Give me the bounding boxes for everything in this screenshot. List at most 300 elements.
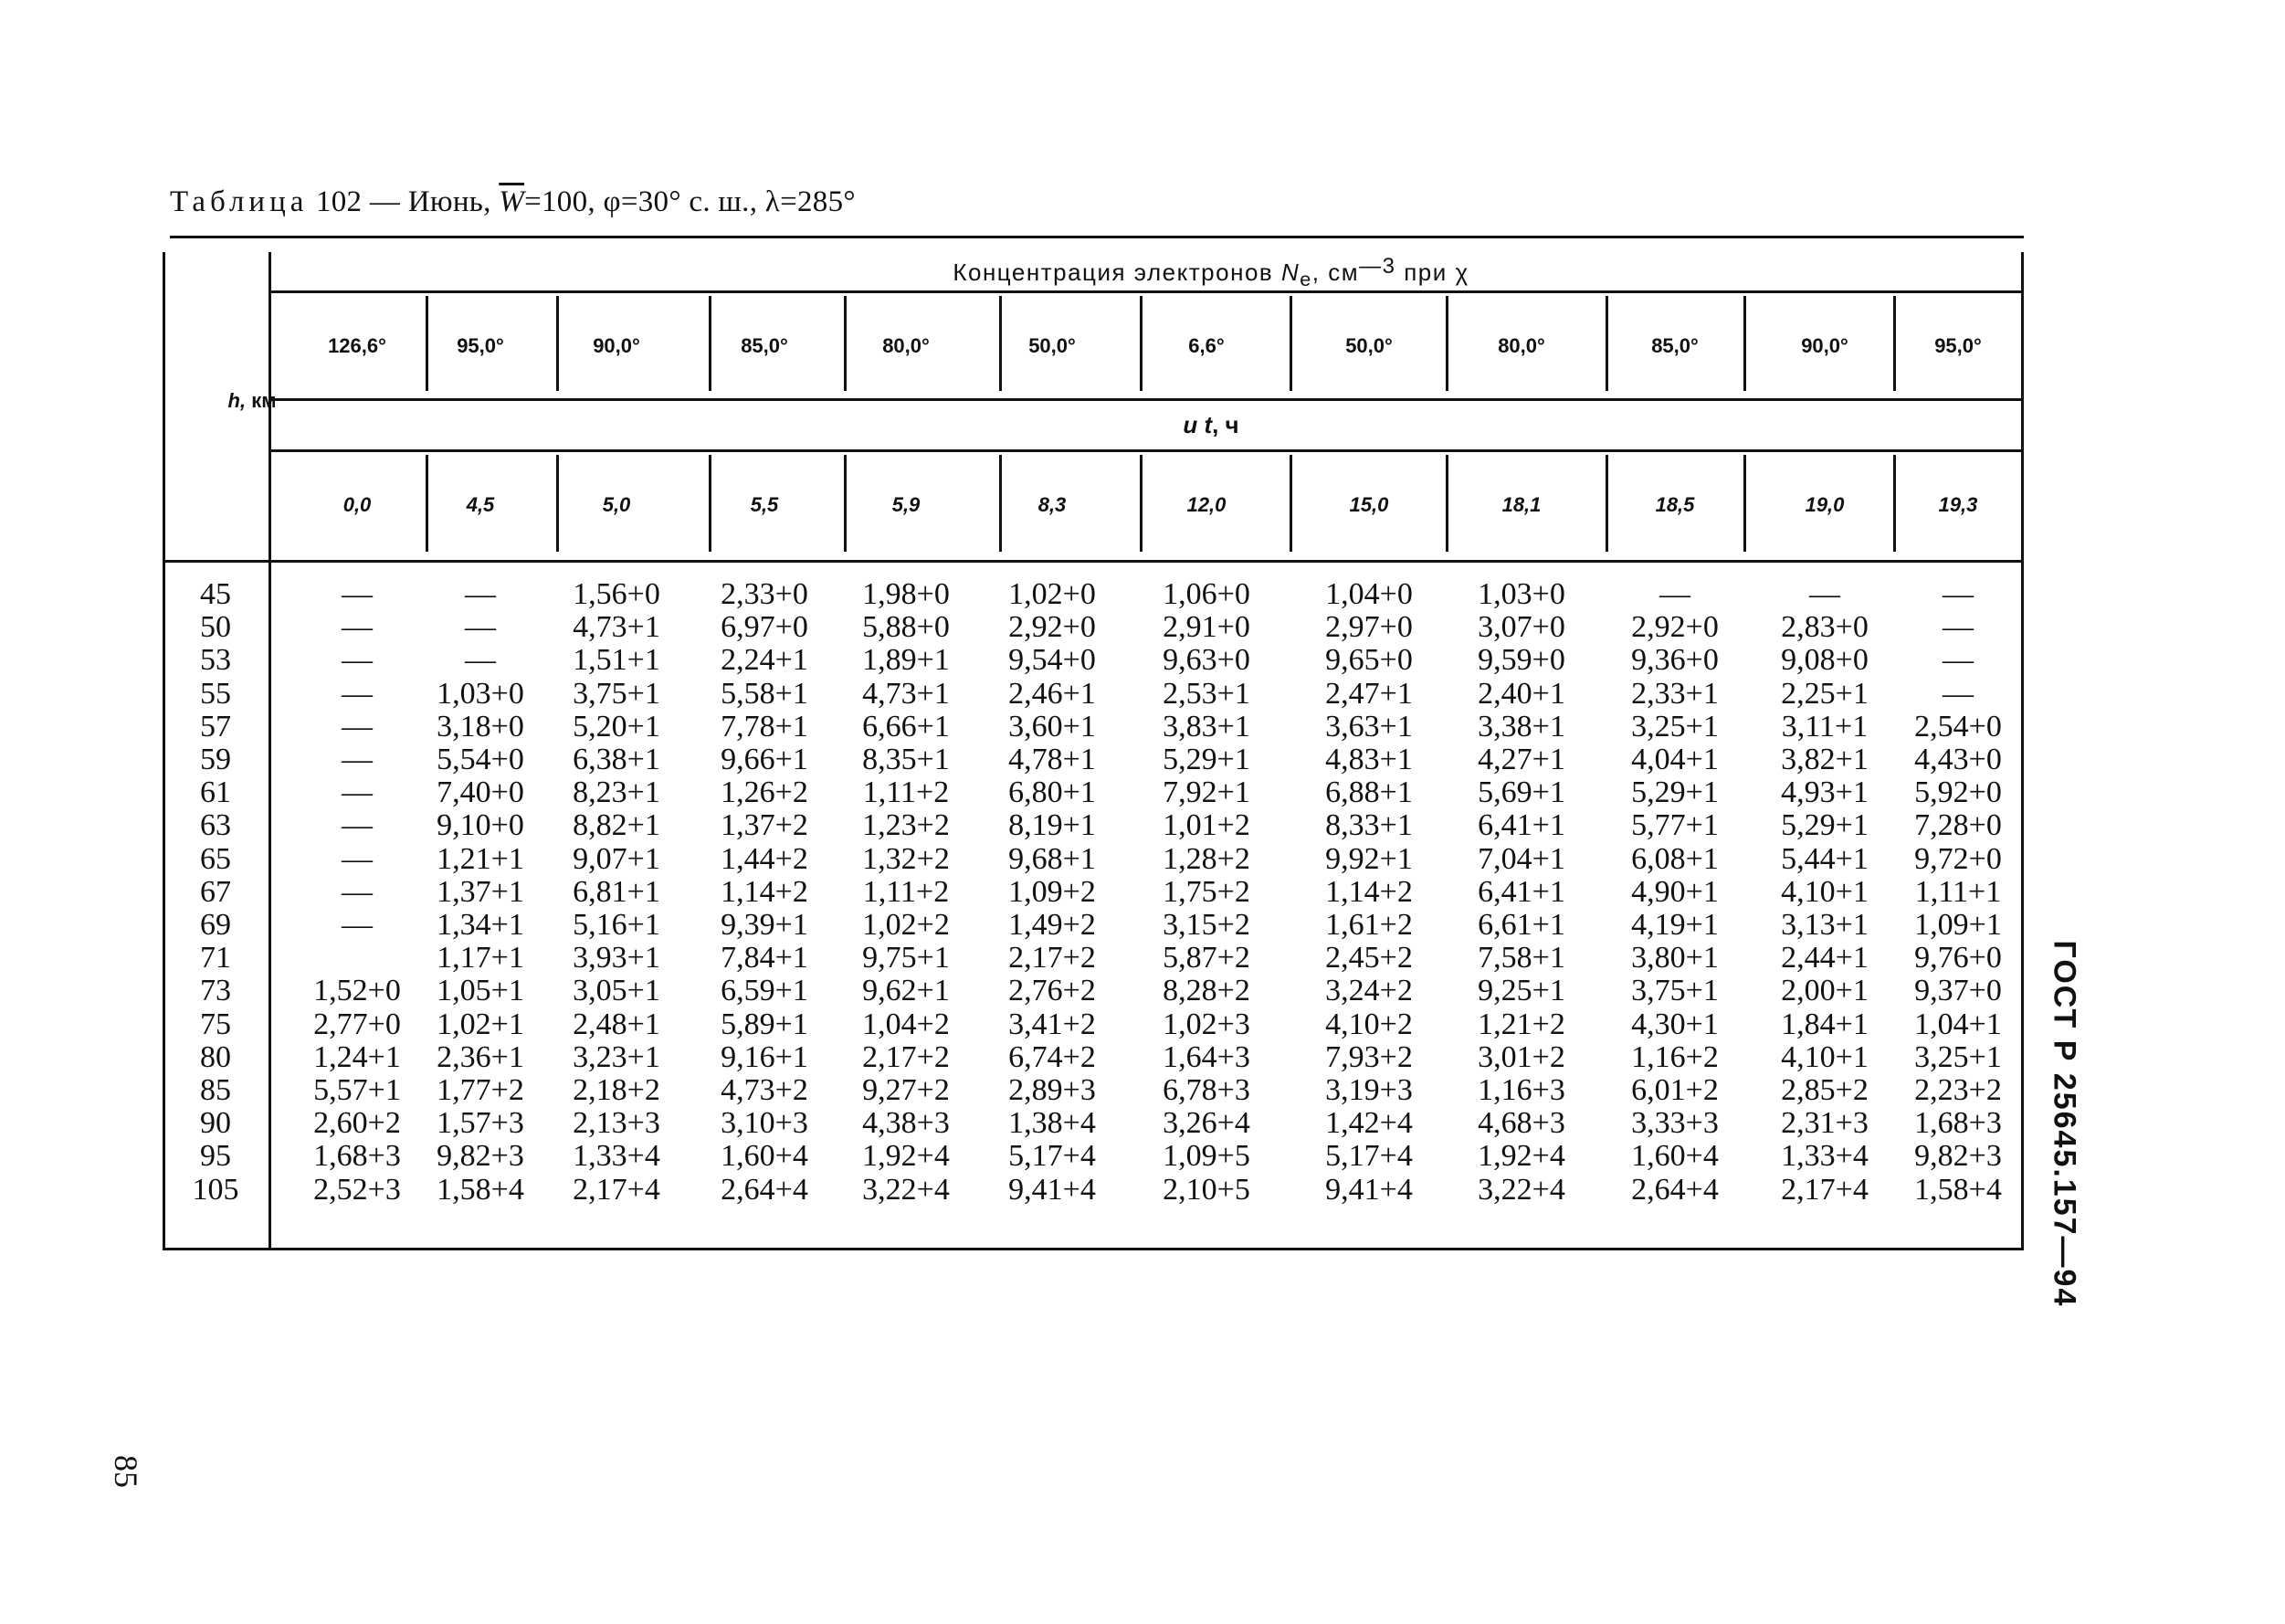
table-cell: 1,51+1	[573, 643, 660, 678]
table-cell: 1,24+1	[313, 1039, 401, 1074]
table-cell: 2,46+1	[1008, 676, 1096, 711]
table-cell: —	[342, 709, 373, 743]
t-header-cell: 15,0	[1349, 493, 1389, 516]
table-cell: 3,05+1	[573, 974, 660, 1008]
table-cell: 4,68+3	[1478, 1106, 1565, 1141]
chi-header-cell: 6,6°	[1188, 334, 1225, 357]
table-cell: 1,37+1	[437, 874, 524, 909]
table-cell: 2,10+5	[1163, 1172, 1250, 1207]
table-cell: 4,10+1	[1781, 1039, 1869, 1074]
h-value: 55	[200, 676, 231, 711]
table-cell: —	[342, 808, 373, 843]
table-cell: 9,39+1	[721, 908, 808, 942]
table-cell: —	[1943, 610, 1974, 645]
table-cell: —	[465, 577, 496, 611]
h-value: 53	[200, 643, 231, 678]
table-cell: 5,16+1	[573, 908, 660, 942]
page-number: 85	[108, 1455, 144, 1488]
table-cell: 1,44+2	[721, 841, 808, 876]
table-cell: 6,59+1	[721, 974, 808, 1008]
h-value: 90	[200, 1106, 231, 1141]
table-cell: 3,60+1	[1008, 709, 1096, 743]
table-cell: 1,38+4	[1008, 1106, 1096, 1141]
h-value: 69	[200, 908, 231, 942]
table-cell: 2,77+0	[313, 1007, 401, 1041]
conc-text-2: , см	[1311, 258, 1360, 286]
table-cell: —	[342, 874, 373, 909]
table-cell: 1,42+4	[1325, 1106, 1413, 1141]
t-header-cell: 5,9	[891, 493, 921, 516]
chi-header-cell: 80,0°	[882, 334, 930, 357]
table-cell: 1,26+2	[721, 775, 808, 810]
conc-var: N	[1280, 258, 1300, 286]
table-cell: 6,74+2	[1008, 1039, 1096, 1074]
table-cell: 3,83+1	[1163, 709, 1250, 743]
table-cell: 3,11+1	[1781, 709, 1869, 743]
table-cell: 9,82+3	[1914, 1139, 2002, 1174]
table-cell: 2,25+1	[1781, 676, 1869, 711]
table-cell: 4,73+1	[573, 610, 660, 645]
table-cell: 3,38+1	[1478, 709, 1565, 743]
table-cell: 3,25+1	[1631, 709, 1719, 743]
table-cell: 6,01+2	[1631, 1073, 1719, 1107]
table-cell: 1,34+1	[437, 908, 524, 942]
t-text-2: , ч	[1212, 411, 1239, 438]
t-column-divider	[1446, 455, 1448, 552]
h-value: 71	[200, 941, 231, 975]
table-cell: 1,11+2	[862, 874, 950, 909]
table-cell: 2,92+0	[1008, 610, 1096, 645]
table-cell: 7,84+1	[721, 941, 808, 975]
table-cell: 3,18+0	[437, 709, 524, 743]
table-cell: 1,16+2	[1631, 1039, 1719, 1074]
table-cell: 2,24+1	[721, 643, 808, 678]
caption-number: 102	[315, 185, 363, 218]
chi-column-divider	[556, 296, 559, 391]
t-var: t	[1204, 411, 1213, 438]
table-cell: —	[342, 610, 373, 645]
table-cell: 9,92+1	[1325, 841, 1413, 876]
table-cell: 7,04+1	[1478, 841, 1565, 876]
table-cell: 3,41+2	[1008, 1007, 1096, 1041]
table-cell: 9,08+0	[1781, 643, 1869, 678]
table-cell: —	[342, 743, 373, 776]
table-cell: 1,11+2	[862, 775, 950, 810]
chi-header-cell: 85,0°	[1651, 334, 1699, 357]
h-value: 63	[200, 808, 231, 843]
table-cell: 3,22+4	[862, 1172, 950, 1207]
table-cell: 9,10+0	[437, 808, 524, 843]
table-cell: 1,37+2	[721, 808, 808, 843]
chi-row-rule	[269, 398, 2022, 401]
table-cell: 7,28+0	[1914, 808, 2002, 843]
table-cell: 2,13+3	[573, 1106, 660, 1141]
table-cell: 1,64+3	[1163, 1039, 1250, 1074]
table-cell: 3,33+3	[1631, 1106, 1719, 1141]
table-cell: 1,04+0	[1325, 577, 1413, 611]
table-cell: 1,28+2	[1163, 841, 1250, 876]
h-value: 80	[200, 1039, 231, 1074]
table-cell: 2,47+1	[1325, 676, 1413, 711]
t-column-divider	[1743, 455, 1746, 552]
table-cell: 1,09+5	[1163, 1139, 1250, 1174]
table-cell: 3,75+1	[1631, 974, 1719, 1008]
table-cell: —	[465, 610, 496, 645]
table-cell: 1,03+0	[1478, 577, 1565, 611]
table-cell: 8,35+1	[862, 743, 950, 776]
chi-header-cell: 90,0°	[593, 334, 640, 357]
table-cell: 2,31+3	[1781, 1106, 1869, 1141]
table-cell: 8,28+2	[1163, 974, 1250, 1008]
table-cell: 6,41+1	[1478, 808, 1565, 843]
table-cell: 5,29+1	[1781, 808, 1869, 843]
t-header-cell: 0,0	[342, 493, 372, 516]
caption-coords: φ=30° с. ш., λ=285°	[603, 185, 856, 218]
table-cell: 3,63+1	[1325, 709, 1413, 743]
table-cell: 7,93+2	[1325, 1039, 1413, 1074]
table-cell: 5,77+1	[1631, 808, 1719, 843]
t-column-divider	[1290, 455, 1292, 552]
table-cell: 8,82+1	[573, 808, 660, 843]
table-cell: 9,36+0	[1631, 643, 1719, 678]
table-cell: 3,19+3	[1325, 1073, 1413, 1107]
table-cell: 5,29+1	[1631, 775, 1719, 810]
table-cell: 1,68+3	[313, 1139, 401, 1174]
table-cell: 1,89+1	[862, 643, 950, 678]
table-cell: 9,07+1	[573, 841, 660, 876]
table-cell: 1,60+4	[721, 1139, 808, 1174]
chi-column-divider	[999, 296, 1002, 391]
table-cell: 1,68+3	[1914, 1106, 2002, 1141]
chi-column-divider	[1290, 296, 1292, 391]
table-cell: 4,93+1	[1781, 775, 1869, 810]
table-cell: 4,73+2	[721, 1073, 808, 1107]
table-cell: 2,17+4	[573, 1172, 660, 1207]
t-text-1: и	[1183, 411, 1205, 438]
table-cell: 2,23+2	[1914, 1073, 2002, 1107]
table-cell: 2,52+3	[313, 1172, 401, 1207]
t-header-cell: 18,5	[1655, 493, 1695, 516]
table-cell: 9,66+1	[721, 743, 808, 776]
table-cell: 2,48+1	[573, 1007, 660, 1041]
chi-column-divider	[1743, 296, 1746, 391]
t-header-cell: 18,1	[1501, 493, 1542, 516]
table-cell: 3,25+1	[1914, 1039, 2002, 1074]
table-cell: 1,21+2	[1478, 1007, 1565, 1041]
chi-header-cell: 50,0°	[1028, 334, 1076, 357]
table-cell: 9,68+1	[1008, 841, 1096, 876]
table-cell: 5,29+1	[1163, 743, 1250, 776]
table-cell: 1,77+2	[437, 1073, 524, 1107]
table-cell: 1,05+1	[437, 974, 524, 1008]
table-cell: —	[342, 676, 373, 711]
table-cell: 3,22+4	[1478, 1172, 1565, 1207]
table-cell: 3,82+1	[1781, 743, 1869, 776]
table-cell: 3,23+1	[573, 1039, 660, 1074]
table-cell: 7,58+1	[1478, 941, 1565, 975]
table-cell: 1,92+4	[862, 1139, 950, 1174]
table-cell: 3,01+2	[1478, 1039, 1565, 1074]
h-value: 75	[200, 1007, 231, 1041]
table-cell: 3,93+1	[573, 941, 660, 975]
h-value: 105	[192, 1172, 239, 1207]
table-cell: —	[1659, 577, 1690, 611]
chi-header-cell: 126,6°	[328, 334, 386, 357]
table-cell: 4,19+1	[1631, 908, 1719, 942]
table-cell: 5,89+1	[721, 1007, 808, 1041]
table-cell: 9,16+1	[721, 1039, 808, 1074]
table-cell: 2,64+4	[721, 1172, 808, 1207]
table-cell: 3,07+0	[1478, 610, 1565, 645]
table-cell: 1,32+2	[862, 841, 950, 876]
table-cell: 9,25+1	[1478, 974, 1565, 1008]
table-cell: 2,33+0	[721, 577, 808, 611]
table-cell: 1,02+2	[862, 908, 950, 942]
table-cell: 1,60+4	[1631, 1139, 1719, 1174]
header-bottom-rule	[163, 560, 2024, 563]
table-top-rule	[170, 236, 2024, 238]
h-unit: км	[246, 389, 277, 412]
table-cell: 2,60+2	[313, 1106, 401, 1141]
table-cell: 3,15+2	[1163, 908, 1250, 942]
table-cell: —	[342, 643, 373, 678]
table-cell: 4,27+1	[1478, 743, 1565, 776]
table-cell: 2,17+2	[1008, 941, 1096, 975]
table-cell: 6,78+3	[1163, 1073, 1250, 1107]
table-cell: 5,88+0	[862, 610, 950, 645]
table-cell: 9,76+0	[1914, 941, 2002, 975]
table-cell: 2,76+2	[1008, 974, 1096, 1008]
chi-header-cell: 95,0°	[457, 334, 504, 357]
table-cell: 1,61+2	[1325, 908, 1413, 942]
table-cell: 7,78+1	[721, 709, 808, 743]
table-cell: 2,17+4	[1781, 1172, 1869, 1207]
table-cell: 1,49+2	[1008, 908, 1096, 942]
table-cell: 4,04+1	[1631, 743, 1719, 776]
chi-header-cell: 50,0°	[1345, 334, 1393, 357]
table-cell: 1,58+4	[1914, 1172, 2002, 1207]
table-cell: 9,72+0	[1914, 841, 2002, 876]
table-cell: 1,16+3	[1478, 1073, 1565, 1107]
table-cell: 6,66+1	[862, 709, 950, 743]
table-cell: 2,44+1	[1781, 941, 1869, 975]
h-var: h,	[227, 389, 247, 412]
table-cell: 5,92+0	[1914, 775, 2002, 810]
table-cell: 4,43+0	[1914, 743, 2002, 776]
table-cell: 9,41+4	[1008, 1172, 1096, 1207]
h-value: 45	[200, 577, 231, 611]
t-header-cell: 8,3	[1037, 493, 1067, 516]
conc-exp: —3	[1359, 254, 1396, 279]
table-cell: 4,30+1	[1631, 1007, 1719, 1041]
table-cell: 1,58+4	[437, 1172, 524, 1207]
table-cell: 5,87+2	[1163, 941, 1250, 975]
table-caption	[170, 185, 856, 219]
h-value: 73	[200, 974, 231, 1008]
table-cell: 3,13+1	[1781, 908, 1869, 942]
table-cell: 1,75+2	[1163, 874, 1250, 909]
table-cell: 1,02+1	[437, 1007, 524, 1041]
chi-column-divider	[844, 296, 847, 391]
caption-prefix: Таблица	[170, 185, 309, 218]
table-cell: 1,57+3	[437, 1106, 524, 1141]
table-cell: 3,24+2	[1325, 974, 1413, 1008]
table-cell: 5,20+1	[573, 709, 660, 743]
caption-w-symbol: $\overline{W}$	[499, 185, 525, 218]
standard-code: ГОСТ Р 25645.157—94	[2047, 940, 2082, 1308]
table-cell: 2,33+1	[1631, 676, 1719, 711]
table-cell: —	[1943, 577, 1974, 611]
table-cell: 6,81+1	[573, 874, 660, 909]
t-column-divider	[709, 455, 711, 552]
h-value: 67	[200, 874, 231, 909]
table-cell: 5,17+4	[1325, 1139, 1413, 1174]
table-cell: —	[342, 775, 373, 810]
h-value: 95	[200, 1139, 231, 1174]
h-value: 85	[200, 1073, 231, 1107]
table-bottom-rule	[163, 1248, 2024, 1250]
table-cell: 1,33+4	[573, 1139, 660, 1174]
table-cell: 6,08+1	[1631, 841, 1719, 876]
t-column-divider	[1893, 455, 1896, 552]
table-cell: 6,61+1	[1478, 908, 1565, 942]
table-cell: 9,27+2	[862, 1073, 950, 1107]
table-cell: 3,80+1	[1631, 941, 1719, 975]
chi-header-cell: 90,0°	[1801, 334, 1848, 357]
table-cell: 4,38+3	[862, 1106, 950, 1141]
table-cell: 7,92+1	[1163, 775, 1250, 810]
table-cell: 2,40+1	[1478, 676, 1565, 711]
caption-w-value: =100,	[524, 185, 604, 218]
table-cell: 1,02+0	[1008, 577, 1096, 611]
table-cell: 1,11+1	[1914, 874, 2002, 909]
table-cell: 1,09+1	[1914, 908, 2002, 942]
table-cell: 1,52+0	[313, 974, 401, 1008]
table-cell: 1,01+2	[1163, 808, 1250, 843]
table-cell: 6,38+1	[573, 743, 660, 776]
table-cell: 2,36+1	[437, 1039, 524, 1074]
table-cell: 3,26+4	[1163, 1106, 1250, 1141]
table-cell: 1,14+2	[1325, 874, 1413, 909]
table-cell: 7,40+0	[437, 775, 524, 810]
table-cell: —	[342, 908, 373, 942]
chi-column-divider	[426, 296, 428, 391]
chi-column-divider	[709, 296, 711, 391]
table-cell: 1,02+3	[1163, 1007, 1250, 1041]
table-cell: 4,73+1	[862, 676, 950, 711]
table-cell: 9,65+0	[1325, 643, 1413, 678]
conc-text-3: при χ	[1395, 258, 1469, 286]
table-cell: 2,54+0	[1914, 709, 2002, 743]
table-cell: 9,62+1	[862, 974, 950, 1008]
table-cell: 4,10+2	[1325, 1007, 1413, 1041]
table-cell: 1,23+2	[862, 808, 950, 843]
table-cell: 6,97+0	[721, 610, 808, 645]
table-cell: 2,89+3	[1008, 1073, 1096, 1107]
t-header-cell: 4,5	[466, 493, 495, 516]
t-column-divider	[556, 455, 559, 552]
t-column-divider	[999, 455, 1002, 552]
table-cell: 1,03+0	[437, 676, 524, 711]
t-column-divider	[426, 455, 428, 552]
t-header-cell: 19,3	[1938, 493, 1978, 516]
table-cell: 1,33+4	[1781, 1139, 1869, 1174]
table-cell: 2,00+1	[1781, 974, 1869, 1008]
table-cell: 1,04+2	[862, 1007, 950, 1041]
chi-column-divider	[1606, 296, 1608, 391]
chi-header-cell: 80,0°	[1498, 334, 1545, 357]
table-cell: 9,41+4	[1325, 1172, 1413, 1207]
table-cell: —	[1943, 643, 1974, 678]
table-cell: 1,14+2	[721, 874, 808, 909]
time-title	[398, 411, 2024, 439]
table-cell: 1,09+2	[1008, 874, 1096, 909]
table-cell: —	[342, 841, 373, 876]
t-header-cell: 12,0	[1186, 493, 1227, 516]
chi-header-cell: 95,0°	[1934, 334, 1982, 357]
table-cell: 1,21+1	[437, 841, 524, 876]
table-cell: 9,59+0	[1478, 643, 1565, 678]
chi-column-divider	[1893, 296, 1896, 391]
table-cell: 9,75+1	[862, 941, 950, 975]
table-cell: 6,88+1	[1325, 775, 1413, 810]
table-cell: 1,92+4	[1478, 1139, 1565, 1174]
table-cell: 5,54+0	[437, 743, 524, 776]
table-cell: 2,85+2	[1781, 1073, 1869, 1107]
conc-text-1: Концентрация электронов	[953, 258, 1281, 286]
table-cell: 1,04+1	[1914, 1007, 2002, 1041]
electron-concentration-table	[170, 254, 2027, 1264]
table-cell: 2,91+0	[1163, 610, 1250, 645]
table-cell: 2,18+2	[573, 1073, 660, 1107]
caption-rest: — Июнь,	[362, 185, 500, 218]
table-cell: 2,64+4	[1631, 1172, 1719, 1207]
h-value: 50	[200, 610, 231, 645]
t-header-cell: 5,0	[602, 493, 631, 516]
table-cell: 2,53+1	[1163, 676, 1250, 711]
t-column-divider	[1140, 455, 1142, 552]
table-cell: 9,82+3	[437, 1139, 524, 1174]
table-cell: 1,06+0	[1163, 577, 1250, 611]
table-cell: 4,83+1	[1325, 743, 1413, 776]
conc-sub: e	[1300, 268, 1312, 291]
chi-column-divider	[1140, 296, 1142, 391]
table-cell: 9,54+0	[1008, 643, 1096, 678]
table-cell: 8,19+1	[1008, 808, 1096, 843]
table-cell: 8,33+1	[1325, 808, 1413, 843]
t-column-divider	[1606, 455, 1608, 552]
table-cell: 2,45+2	[1325, 941, 1413, 975]
table-cell: 2,97+0	[1325, 610, 1413, 645]
table-cell: 1,84+1	[1781, 1007, 1869, 1041]
table-cell: 5,69+1	[1478, 775, 1565, 810]
table-cell: 5,58+1	[721, 676, 808, 711]
table-cell: 1,98+0	[862, 577, 950, 611]
concentration-title	[398, 254, 2024, 291]
table-cell: 2,83+0	[1781, 610, 1869, 645]
table-cell: 1,56+0	[573, 577, 660, 611]
h-value: 57	[200, 709, 231, 743]
table-cell: —	[342, 577, 373, 611]
table-cell: 2,92+0	[1631, 610, 1719, 645]
h-value: 65	[200, 841, 231, 876]
table-cell: 4,10+1	[1781, 874, 1869, 909]
t-header-cell: 19,0	[1805, 493, 1845, 516]
table-cell: 5,17+4	[1008, 1139, 1096, 1174]
table-cell: 2,17+2	[862, 1039, 950, 1074]
table-cell: 3,10+3	[721, 1106, 808, 1141]
t-column-divider	[844, 455, 847, 552]
